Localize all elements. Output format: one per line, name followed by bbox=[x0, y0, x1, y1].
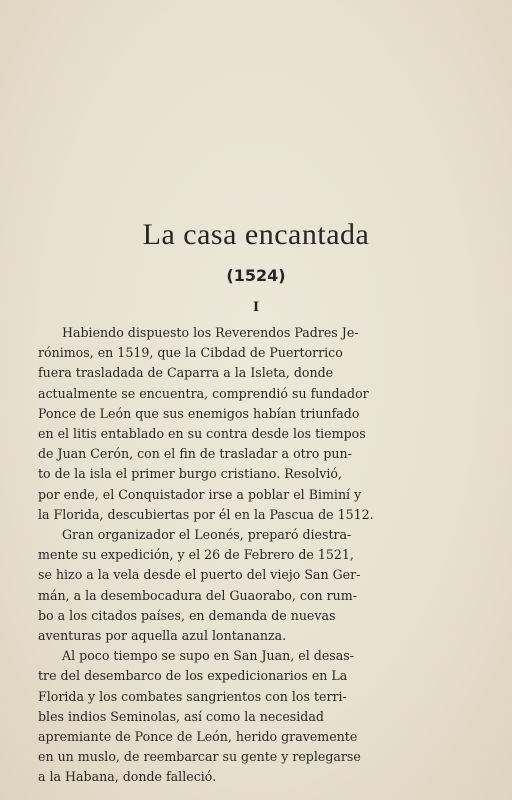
text-line: to de la isla el primer burgo cristiano. Resolvió, bbox=[38, 466, 342, 482]
text-line: Gran organizador el Leonés, preparó diestra- bbox=[62, 527, 352, 543]
paragraph bbox=[38, 525, 474, 646]
text-line: en el litis entablado en su contra desde los tiempos bbox=[38, 426, 366, 442]
paragraph bbox=[38, 646, 474, 787]
text-line: fuera trasladada de Caparra a la Isleta, donde bbox=[38, 365, 334, 381]
text-line: en un muslo, de reembarcar su gente y replegarse bbox=[38, 749, 361, 765]
text-line: por ende, el Conquistador irse a poblar el Biminí y bbox=[38, 486, 362, 502]
text-line: mente su expedición, y el 26 de Febrero de 1521, bbox=[38, 547, 354, 563]
text-line: a la Habana, donde falleció. bbox=[38, 769, 217, 785]
text-line: tre del desembarco de los expedicionarios en La bbox=[38, 668, 348, 684]
text-line: aventuras por aquella azul lontananza. bbox=[38, 628, 287, 644]
text-line: actualmente se encuentra, comprendió su fundador bbox=[38, 385, 369, 401]
text-line: mán, a la desembocadura del Guaorabo, con rum- bbox=[38, 587, 357, 603]
text-line: Habiendo dispuesto los Reverendos Padres Je- bbox=[62, 325, 359, 340]
text-line: bles indios Seminolas, así como la necesidad bbox=[38, 708, 324, 724]
section-numeral: I bbox=[252, 300, 260, 315]
body-text bbox=[38, 323, 474, 788]
text-line: apremiante de Ponce de León, herido gravemente bbox=[38, 729, 358, 745]
chapter-title: La casa encantada bbox=[142, 218, 370, 251]
chapter-year: (1524) bbox=[226, 266, 286, 285]
text-line: Florida y los combates sangrientos con los terri- bbox=[38, 688, 347, 704]
paragraph bbox=[38, 323, 474, 525]
text-line: Al poco tiempo se supo en San Juan, el desas- bbox=[62, 648, 354, 664]
text-line: bo a los citados países, en demanda de nuevas bbox=[38, 607, 336, 623]
text-line: rónimos, en 1519, que la Cibdad de Puertorrico bbox=[38, 345, 343, 361]
text-line: la Florida, descubiertas por él en la Pascua de 1512. bbox=[38, 506, 374, 522]
text-line: Ponce de León que sus enemigos habían triunfado bbox=[38, 405, 360, 421]
text-line: se hizo a la vela desde el puerto del viejo San Ger- bbox=[38, 567, 361, 583]
text-line: de Juan Cerón, con el fin de trasladar a otro pun- bbox=[38, 446, 352, 462]
